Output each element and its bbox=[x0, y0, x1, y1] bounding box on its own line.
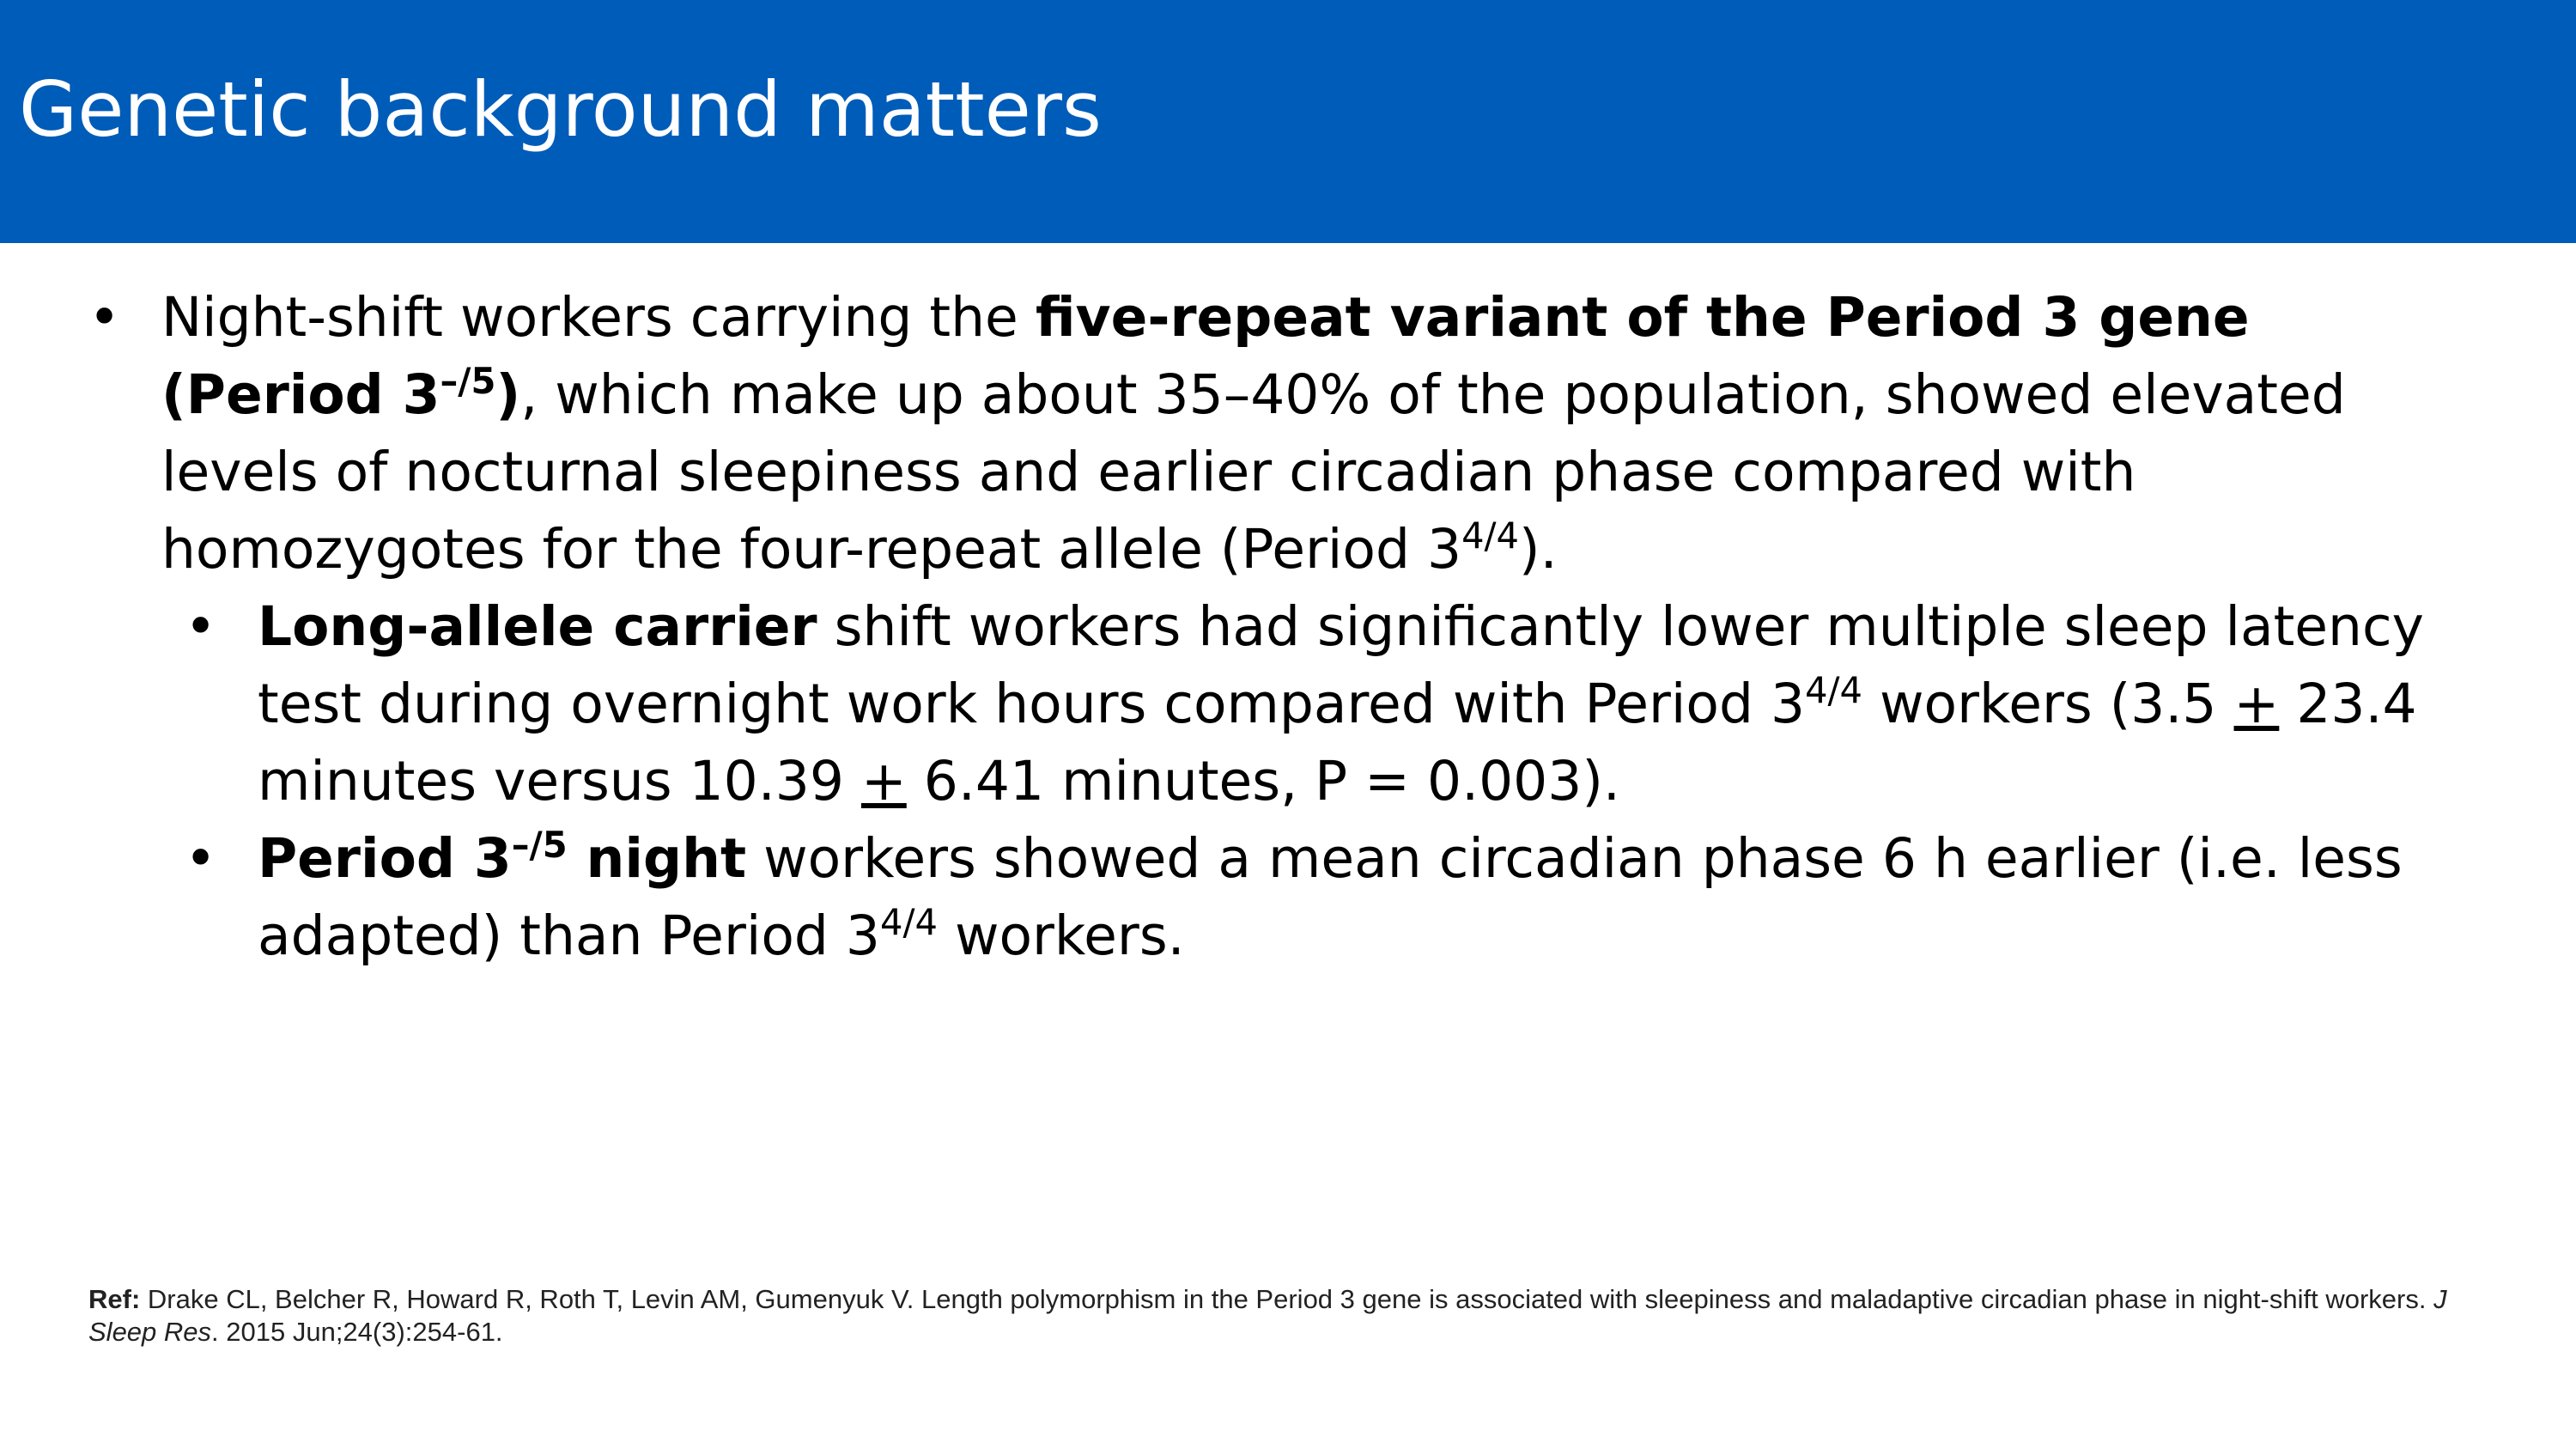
journal-name: J Sleep Res bbox=[88, 1284, 2447, 1347]
bullet-marker: • bbox=[88, 286, 121, 349]
reference-label: Ref: bbox=[88, 1284, 141, 1314]
plus-minus-sign: + bbox=[860, 750, 907, 813]
bullet-marker: • bbox=[185, 595, 217, 658]
plus-minus-sign: + bbox=[2233, 673, 2280, 735]
reference-citation: Ref: Drake CL, Belcher R, Howard R, Roth T, Levin AM, Gumenyuk V. Length polymorphism in the Period 3 gene is associated with sleepiness and maladaptive circadian phase in night-shift workers. J Sleep Res. 2015 Jun;24(3):254-61. bbox=[88, 1284, 2447, 1347]
bold-text: Long-allele carrier bbox=[258, 595, 817, 658]
slide-title: Genetic background matters bbox=[19, 65, 1102, 154]
bold-text: Period $3^{-/5}$ night bbox=[258, 824, 747, 890]
bold-text: five-repeat variant of the Period 3 gene (Period $3^{-/5}$) bbox=[161, 286, 2250, 426]
bullet-marker: • bbox=[185, 827, 217, 890]
title-bar bbox=[0, 0, 2576, 243]
bullet-item-2: Long-allele carrier shift workers had significantly lower multiple sleep latency test during overnight work hours compared with Period $3^{4/4}$ workers (3.5 + 23.4 minutes versus 10.39 + 6.41 minutes, P = 0.003). bbox=[258, 595, 2424, 813]
bullet-item-3: Period $3^{-/5}$ night workers showed a mean circadian phase 6 h earlier (i.e. less adapted) than Period $3^{4/4}$ workers. bbox=[258, 824, 2403, 967]
bullet-item-1: Night-shift workers carrying the five-repeat variant of the Period 3 gene (Period $3^{-/5}$), which make up about 35–40% of the population, showed elevated levels of nocturnal sleepiness and earlier circadian phase compared with homozygotes for the four-repeat allele (Period $3^{4/4}$). bbox=[161, 286, 2346, 581]
